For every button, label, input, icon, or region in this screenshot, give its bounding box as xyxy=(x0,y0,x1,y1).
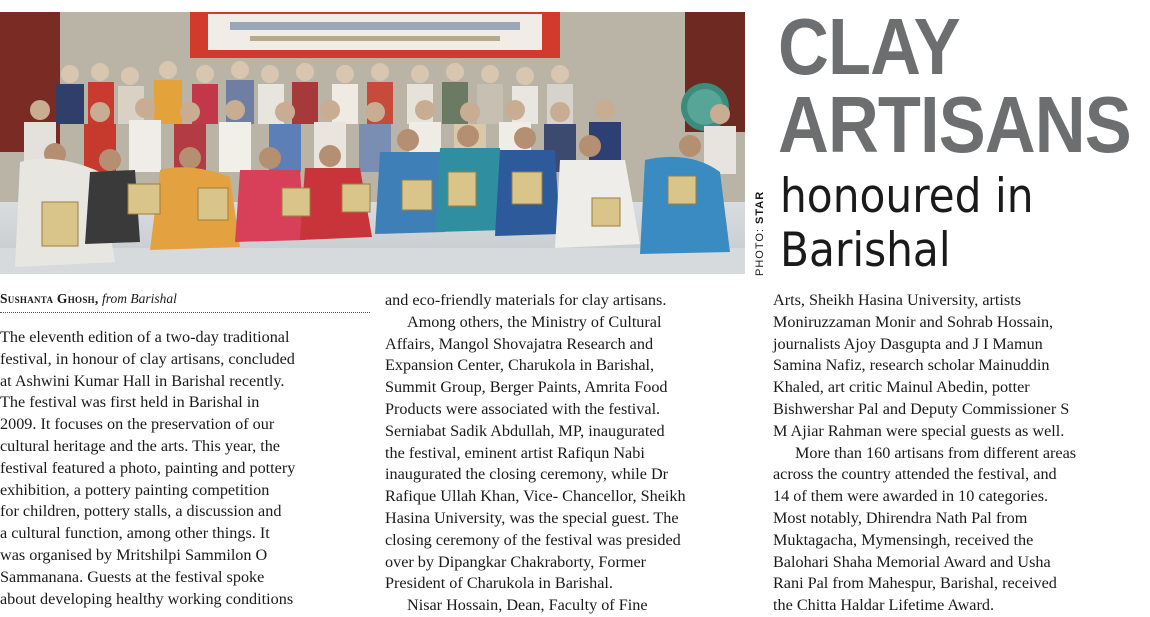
group-photo-illustration xyxy=(0,12,745,274)
article-column-2 xyxy=(385,290,757,617)
text-line: Rani Pal from Mahespur, Barishal, received xyxy=(773,574,1057,593)
text-line: M Ajiar Rahman were special guests as well. xyxy=(773,421,1065,440)
article-column-3 xyxy=(773,290,1145,617)
headline-line-honoured: honoured in xyxy=(780,169,1034,224)
text-line: and eco-friendly materials for clay artisans. xyxy=(385,291,667,309)
headline-line-artisans: ARTISANS xyxy=(778,80,1131,169)
photo-credit xyxy=(754,191,766,276)
text-line: More than 160 artisans from different areas xyxy=(795,443,1077,462)
text-line: Expansion Center, Charukola in Barishal, xyxy=(385,356,655,375)
photo-credit-prefix: PHOTO: xyxy=(754,228,766,276)
text-line: Muktagacha, Mymensingh, received the xyxy=(773,530,1034,549)
text-line: about developing healthy working conditions xyxy=(0,589,294,608)
text-line: Among others, the Ministry of Cultural xyxy=(407,312,662,331)
text-line: festival, in honour of clay artisans, concluded xyxy=(0,349,295,368)
text-line: over by Dipangkar Chakraborty, Former xyxy=(385,552,647,571)
text-line: the Chitta Haldar Lifetime Award. xyxy=(773,596,995,615)
text-line: closing ceremony of the festival was presided xyxy=(385,530,681,549)
byline xyxy=(0,291,370,313)
photo-credit-source: STAR xyxy=(754,190,766,224)
text-line: Samina Nafiz, research scholar Mainuddin xyxy=(773,356,1050,375)
text-line: exhibition, a pottery painting competition xyxy=(0,480,270,499)
text-line: The eleventh edition of a two-day traditional xyxy=(0,328,290,346)
text-line: the festival, eminent artist Rafiqun Nabi xyxy=(385,443,645,462)
text-line: a cultural function, among other things. It xyxy=(0,524,270,543)
text-line: Summit Group, Berger Paints, Amrita Food xyxy=(385,378,668,397)
text-line: journalists Ajoy Dasgupta and J I Mamun xyxy=(773,334,1043,353)
text-line: The festival was first held in Barishal in xyxy=(0,393,260,412)
text-line: was organised by Mritshilpi Sammilon O xyxy=(0,545,268,564)
text-line: Affairs, Mangol Shovajatra Research and xyxy=(385,334,654,353)
headline-line-clay: CLAY xyxy=(778,2,960,91)
text-line: Balohari Shaha Memorial Award and Usha xyxy=(773,552,1051,571)
article-column-1 xyxy=(0,327,372,610)
headline-line-barishal: Barishal xyxy=(780,223,951,278)
text-line: Bishwershar Pal and Deputy Commissioner S xyxy=(773,399,1070,418)
text-line: 2009. It focuses on the preservation of our xyxy=(0,415,275,434)
text-line: across the country attended the festival, and xyxy=(773,465,1057,484)
text-line: Nisar Hossain, Dean, Faculty of Fine xyxy=(407,596,648,615)
text-line: Khaled, art critic Mainul Abedin, potter xyxy=(773,378,1030,397)
text-line: Serniabat Sadik Abdullah, MP, inaugurated xyxy=(385,421,665,440)
text-line: cultural heritage and the arts. This year, the xyxy=(0,436,280,455)
text-line: Rafique Ullah Khan, Vice- Chancellor, Sheikh xyxy=(385,487,686,506)
text-line: for children, pottery stalls, a discussion and xyxy=(0,502,282,521)
text-line: inaugurated the closing ceremony, while Dr xyxy=(385,465,669,484)
text-line: Hasina University, was the special guest. The xyxy=(385,508,679,527)
text-line: Most notably, Dhirendra Nath Pal from xyxy=(773,508,1028,527)
text-line: Sammanana. Guests at the festival spoke xyxy=(0,567,265,586)
byline-location: from Barishal xyxy=(101,291,177,306)
text-line: festival featured a photo, painting and pottery xyxy=(0,458,296,477)
text-line: at Ashwini Kumar Hall in Barishal recently. xyxy=(0,371,285,390)
group-photo xyxy=(0,12,745,274)
text-line: 14 of them were awarded in 10 categories. xyxy=(773,487,1049,506)
text-line: Moniruzzaman Monir and Sohrab Hossain, xyxy=(773,312,1054,331)
text-line: Arts, Sheikh Hasina University, artists xyxy=(773,291,1022,309)
byline-author: Sushanta Ghosh, xyxy=(0,291,99,306)
text-line: President of Charukola in Barishal. xyxy=(385,574,613,593)
text-line: Products were associated with the festival. xyxy=(385,399,661,418)
